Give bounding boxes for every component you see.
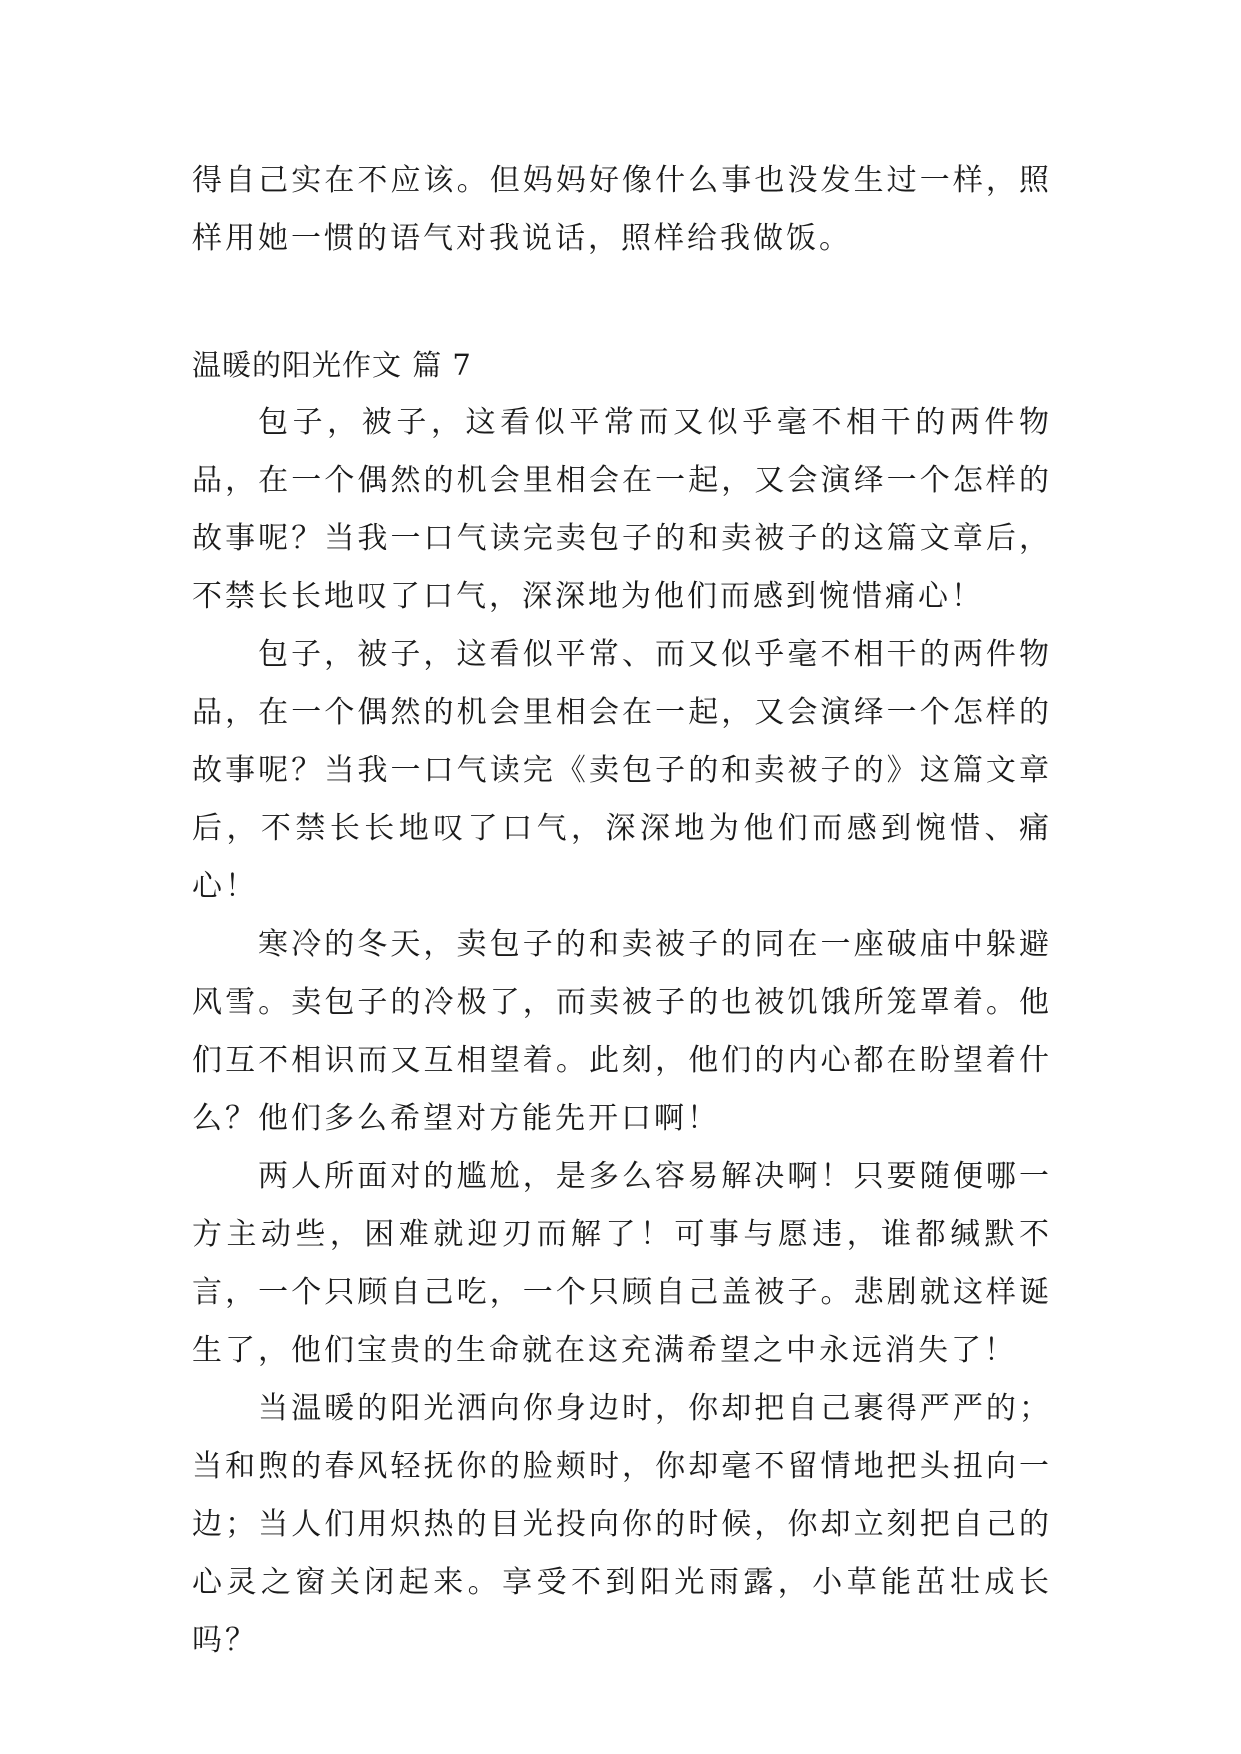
intro-paragraph: 得自己实在不应该。但妈妈好像什么事也没发生过一样，照样用她一惯的语气对我说话，照样给我做饭。 [192,163,1052,256]
body-paragraph-5: 当温暖的阳光洒向你身边时，你却把自己裹得严严的；当和煦的春风轻抚你的脸颊时，你却毫不留情地把头扭向一边；当人们用炽热的目光投向你的时候，你却立刻把自己的心灵之窗关闭起来。享受不到阳光雨露，小草能茁壮成长吗？ [192,1391,1052,1658]
body-paragraph-1: 包子，被子，这看似平常而又似乎毫不相干的两件物品，在一个偶然的机会里相会在一起，又会演绎一个怎样的故事呢？当我一口气读完卖包子的和卖被子的这篇文章后，不禁长长地叹了口气，深深地为他们而感到惋惜痛心！ [192,405,1052,614]
body-paragraph-2: 包子，被子，这看似平常、而又似乎毫不相干的两件物品，在一个偶然的机会里相会在一起，又会演绎一个怎样的故事呢？当我一口气读完《卖包子的和卖被子的》这篇文章后，不禁长长地叹了口气，深深地为他们而感到惋惜、痛心！ [192,637,1052,904]
section-title: 温暖的阳光作文 篇 7 [192,348,472,382]
body-paragraph-3: 寒冷的冬天，卖包子的和卖被子的同在一座破庙中躲避风雪。卖包子的冷极了，而卖被子的也被饥饿所笼罩着。他们互不相识而又互相望着。此刻，他们的内心都在盼望着什么？他们多么希望对方能先开口啊！ [192,927,1052,1136]
article-body [192,394,1052,1670]
body-paragraph-4: 两人所面对的尴尬，是多么容易解决啊！只要随便哪一方主动些，困难就迎刃而解了！可事与愿违，谁都缄默不言，一个只顾自己吃，一个只顾自己盖被子。悲剧就这样诞生了，他们宝贵的生命就在这充满希望之中永远消失了！ [192,1159,1052,1368]
intro-paragraph-block [192,152,1052,268]
